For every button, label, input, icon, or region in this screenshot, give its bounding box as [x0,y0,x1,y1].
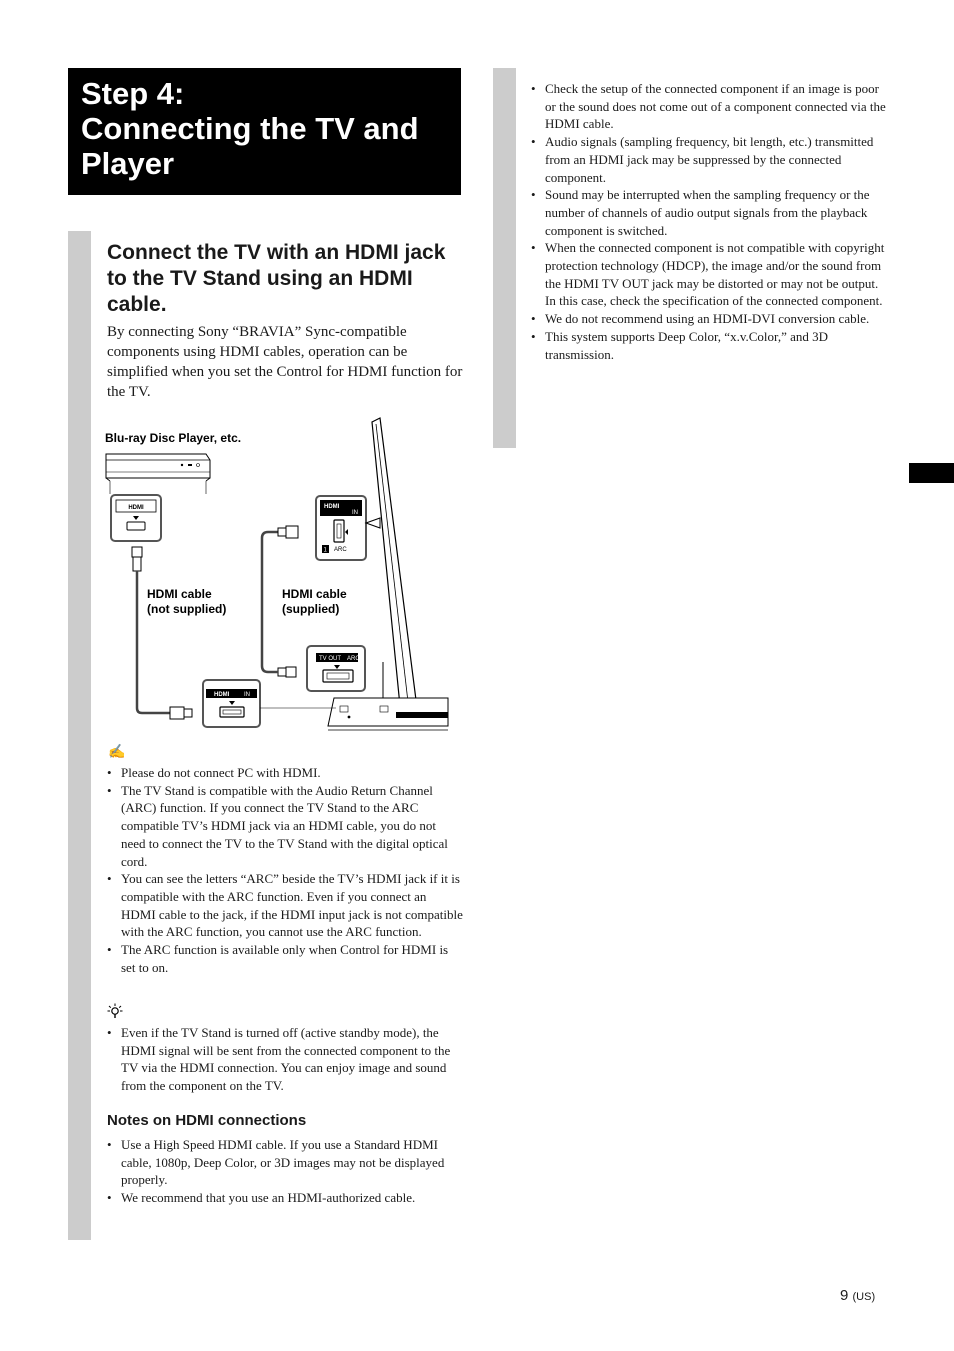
svg-text:ARC: ARC [334,547,347,553]
notes-list [107,764,463,976]
list-item: • Check the setup of the connected component if an image is poor or the sound does not come out of a component connected via the HDMI cable. [531,80,887,133]
list-item: • You can see the letters “ARC” beside the TV’s HDMI jack if it is compatible with the ARC function. Even if you connect an HDMI cable to the jack, if the HDMI input jack is not compatible with the ARC function, you cannot use the ARC function. [107,870,463,941]
step-header [68,68,461,195]
list-item: • We do not recommend using an HDMI-DVI conversion cable. [531,310,887,328]
page-region: (US) [852,1291,876,1303]
page-number [840,1287,875,1304]
right-section-bar [493,68,516,448]
left-section-bar [68,231,91,1240]
right-column-list [531,80,887,363]
svg-text:HDMI: HDMI [324,504,340,510]
svg-text:HDMI: HDMI [128,505,144,511]
step-title: Step 4: Connecting the TV and Player [81,76,419,181]
list-item: • Even if the TV Stand is turned off (active standby mode), the HDMI signal will be sent from the connected component to the TV via the HDMI connection. You can enjoy image and sound from the component on the TV. [107,1024,463,1095]
hdmi-notes-list [107,1136,463,1207]
connection-diagram [96,410,456,740]
tv-side-profile [366,418,416,706]
player-hdmi-jack [111,495,161,541]
tip-lightbulb-icon [107,1003,123,1020]
svg-text:ARC: ARC [347,656,360,662]
list-item: • Please do not connect PC with HDMI. [107,764,463,782]
svg-text:TV OUT: TV OUT [319,656,341,662]
tv-hdmi-in-jack [316,496,366,560]
list-item: • Sound may be interrupted when the sampling frequency or the number of channels of audio output signals from the playback component is switched. [531,186,887,239]
bluray-player [106,454,210,481]
tv-out-jack [307,646,365,691]
list-item: • Use a High Speed HDMI cable. If you use a Standard HDMI cable, 1080p, Deep Color, or 3D images may not be displayed properly. [107,1136,463,1189]
cable-right-label-2: (supplied) [282,602,340,616]
chapter-tab [909,463,954,483]
list-item: • This system supports Deep Color, “x.v.Color,” and 3D transmission. [531,328,887,363]
list-item: • We recommend that you use an HDMI-authorized cable. [107,1189,463,1207]
list-item: • The ARC function is available only when Control for HDMI is set to on. [107,941,463,976]
hdmi-notes-heading: Notes on HDMI connections [107,1112,307,1129]
cable-left-label-2: (not supplied) [147,602,227,616]
player-label: Blu-ray Disc Player, etc. [105,431,242,445]
svg-text:HDMI: HDMI [214,692,230,698]
svg-text:IN: IN [244,692,250,698]
cable-right-label-1: HDMI cable [282,587,347,601]
page-number-value: 9 [840,1287,849,1304]
list-item: • When the connected component is not compatible with copyright protection technology (HDCP), the image and/or the sound from the HDMI TV OUT jack may be distorted or may not be output. In this case, check the specification of the connected component. [531,239,887,310]
tips-list [107,1024,463,1095]
note-pencil-icon: ✍ [108,745,126,760]
list-item: • Audio signals (sampling frequency, bit length, etc.) transmitted from an HDMI jack may be suppressed by the connected component. [531,133,887,186]
svg-text:IN: IN [352,510,358,516]
list-item: • The TV Stand is compatible with the Audio Return Channel (ARC) function. If you connect the TV Stand to the ARC compatible TV’s HDMI jack via an HDMI cable, you do not need to connect the TV to the TV Stand with the digital optical cord. [107,782,463,871]
svg-text:1: 1 [323,547,327,554]
intro-paragraph: By connecting Sony “BRAVIA” Sync-compatible components using HDMI cables, operation can be simplified when you set the Control for HDMI function for the TV. [107,324,463,400]
section-heading: Connect the TV with an HDMI jack to the TV Stand using an HDMI cable. [107,241,446,316]
cable-left-label-1: HDMI cable [147,587,212,601]
stand-hdmi-in-jack [203,680,260,727]
